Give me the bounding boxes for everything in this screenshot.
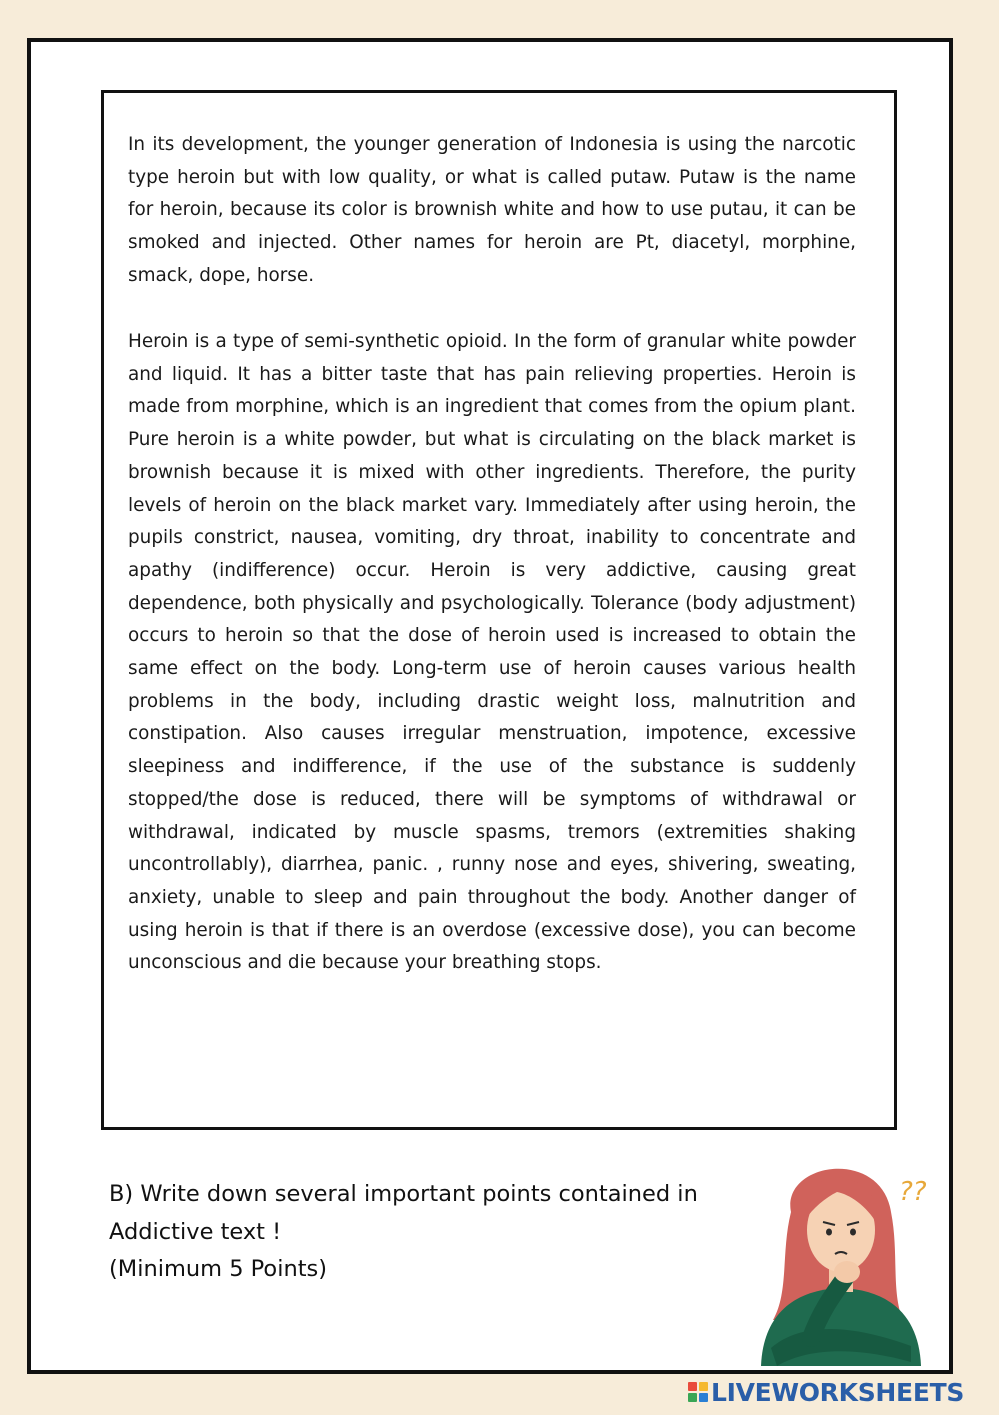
left-eye [826,1229,832,1236]
question-line-1: B) Write down several important points contained in [109,1181,698,1207]
question-marks: ?? [899,1177,927,1207]
liveworksheets-logo [688,1374,964,1410]
logo-text: LIVEWORKSHEETS [711,1377,965,1407]
reading-text-box [101,90,897,1130]
logo-block-blue [699,1393,708,1402]
question-line-2: Addictive text ! [109,1218,282,1245]
logo-block-green [688,1393,697,1402]
hand [834,1261,860,1283]
right-eye [850,1229,856,1236]
thinking-woman-illustration [741,1142,941,1366]
question-line-3: (Minimum 5 Points) [109,1256,328,1282]
logo-block-yellow [699,1382,708,1391]
reading-paragraph-1: In its development, the younger generation of Indonesia is using the narcotic type heroin but with low quality, or what is called putaw. Putaw is the name for heroin, because its color is brownish white and how to use putau, it can be smoked and injected. Other names for heroin are Pt, diacetyl, morphine, smack, dope, horse. [128,134,856,286]
logo-block-red [688,1382,697,1391]
reading-paragraph-2: Heroin is a type of semi-synthetic opioid. In the form of granular white powder and liquid. It has a bitter taste that has pain relieving properties. Heroin is made from morphine, which is an ingredient that comes from the opium plant. Pure heroin is a white powder, but what is circulating on the black market is brownish because it is mixed with other ingredients. Therefore, the purity levels of heroin on the black market vary. Immediately after using heroin, the pupils constrict, nausea, vomiting, dry throat, inability to concentrate and apathy (indifference) occur. Heroin is very addictive, causing great dependence, both physically and psychologically. Tolerance (body adjustment) occurs to heroin so that the dose of heroin used is increased to obtain the same effect on the body. Long-term use of heroin causes various health problems in the body, including drastic weight loss, malnutrition and constipation. Also causes irregular menstruation, impotence, excessive sleepiness and indifference, if the use of the substance is suddenly stopped/the dose is reduced, there will be symptoms of withdrawal or withdrawal, indicated by muscle spasms, tremors (extremities shaking uncontrollably), diarrhea, panic. , runny nose and eyes, shivering, sweating, anxiety, unable to sleep and pain throughout the body. Another danger of using heroin is that if there is an overdose (excessive dose), you can become unconscious and die because your breathing stops. [128,331,856,974]
logo-blocks-icon [688,1382,708,1402]
worksheet-page [27,38,953,1374]
question-prompt [109,1176,698,1289]
